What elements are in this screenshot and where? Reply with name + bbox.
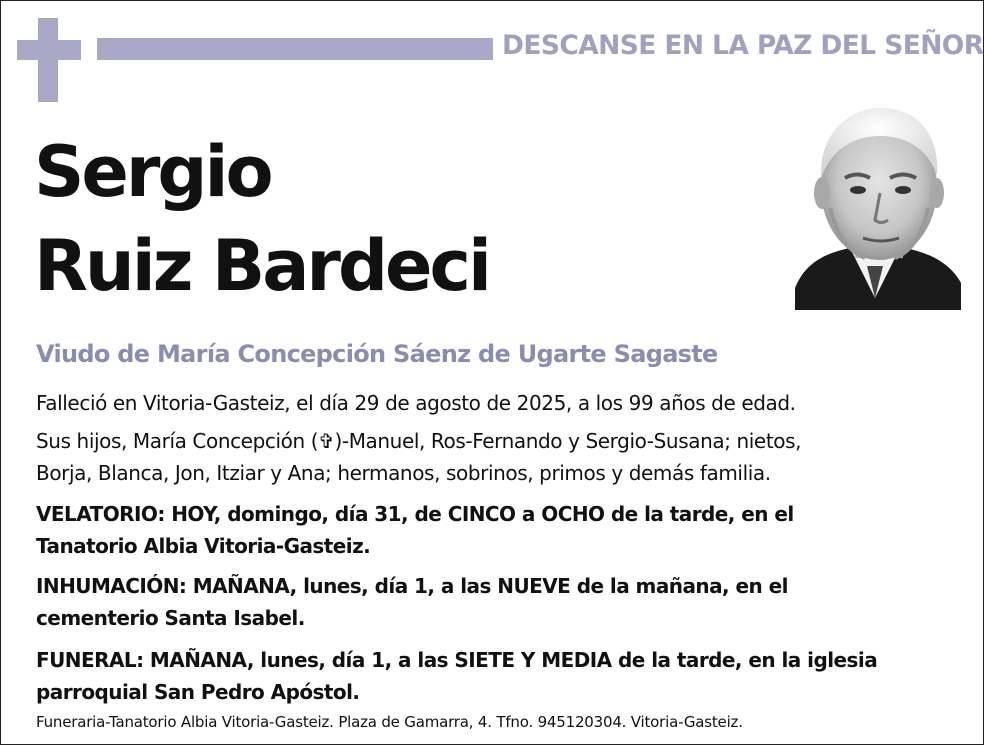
burial-paragraph [36, 570, 956, 634]
burial-line-1: INHUMACIÓN: MAÑANA, lunes, día 1, a las NUEVE de la mañana, en el [36, 574, 788, 598]
funeral-home-footer: Funeraria-Tanatorio Albia Vitoria-Gasteiz. Plaza de Gamarra, 4. Tfno. 945120304. Vitoria-Gasteiz. [36, 713, 743, 731]
family-line-1: Sus hijos, María Concepción (✞)-Manuel, Ros-Fernando y Sergio-Susana; nietos, [36, 429, 802, 453]
death-notice-line: Falleció en Vitoria-Gasteiz, el día 29 de agosto de 2025, a los 99 años de edad. [36, 391, 796, 415]
deceased-first-name: Sergio [34, 131, 271, 213]
family-paragraph [36, 425, 956, 489]
wake-paragraph [36, 498, 956, 562]
header-title: DESCANSE EN LA PAZ DEL SEÑOR [502, 30, 984, 61]
deceased-last-name: Ruiz Bardeci [34, 225, 490, 307]
widower-subtitle: Viudo de María Concepción Sáenz de Ugarte Sagaste [36, 340, 718, 368]
death-notice [36, 387, 956, 419]
wake-line-2: Tanatorio Albia Vitoria-Gasteiz. [36, 534, 371, 558]
header-bar [97, 38, 493, 60]
funeral-line-1: FUNERAL: MAÑANA, lunes, día 1, a las SIETE Y MEDIA de la tarde, en la iglesia [36, 648, 878, 672]
portrait-photo [795, 98, 961, 310]
burial-line-2: cementerio Santa Isabel. [36, 606, 305, 630]
cross-icon [17, 18, 81, 102]
wake-line-1: VELATORIO: HOY, domingo, día 31, de CINCO a OCHO de la tarde, en el [36, 502, 794, 526]
funeral-paragraph [36, 644, 956, 708]
funeral-line-2: parroquial San Pedro Apóstol. [36, 680, 360, 704]
family-line-2: Borja, Blanca, Jon, Itziar y Ana; hermanos, sobrinos, primos y demás familia. [36, 461, 771, 485]
